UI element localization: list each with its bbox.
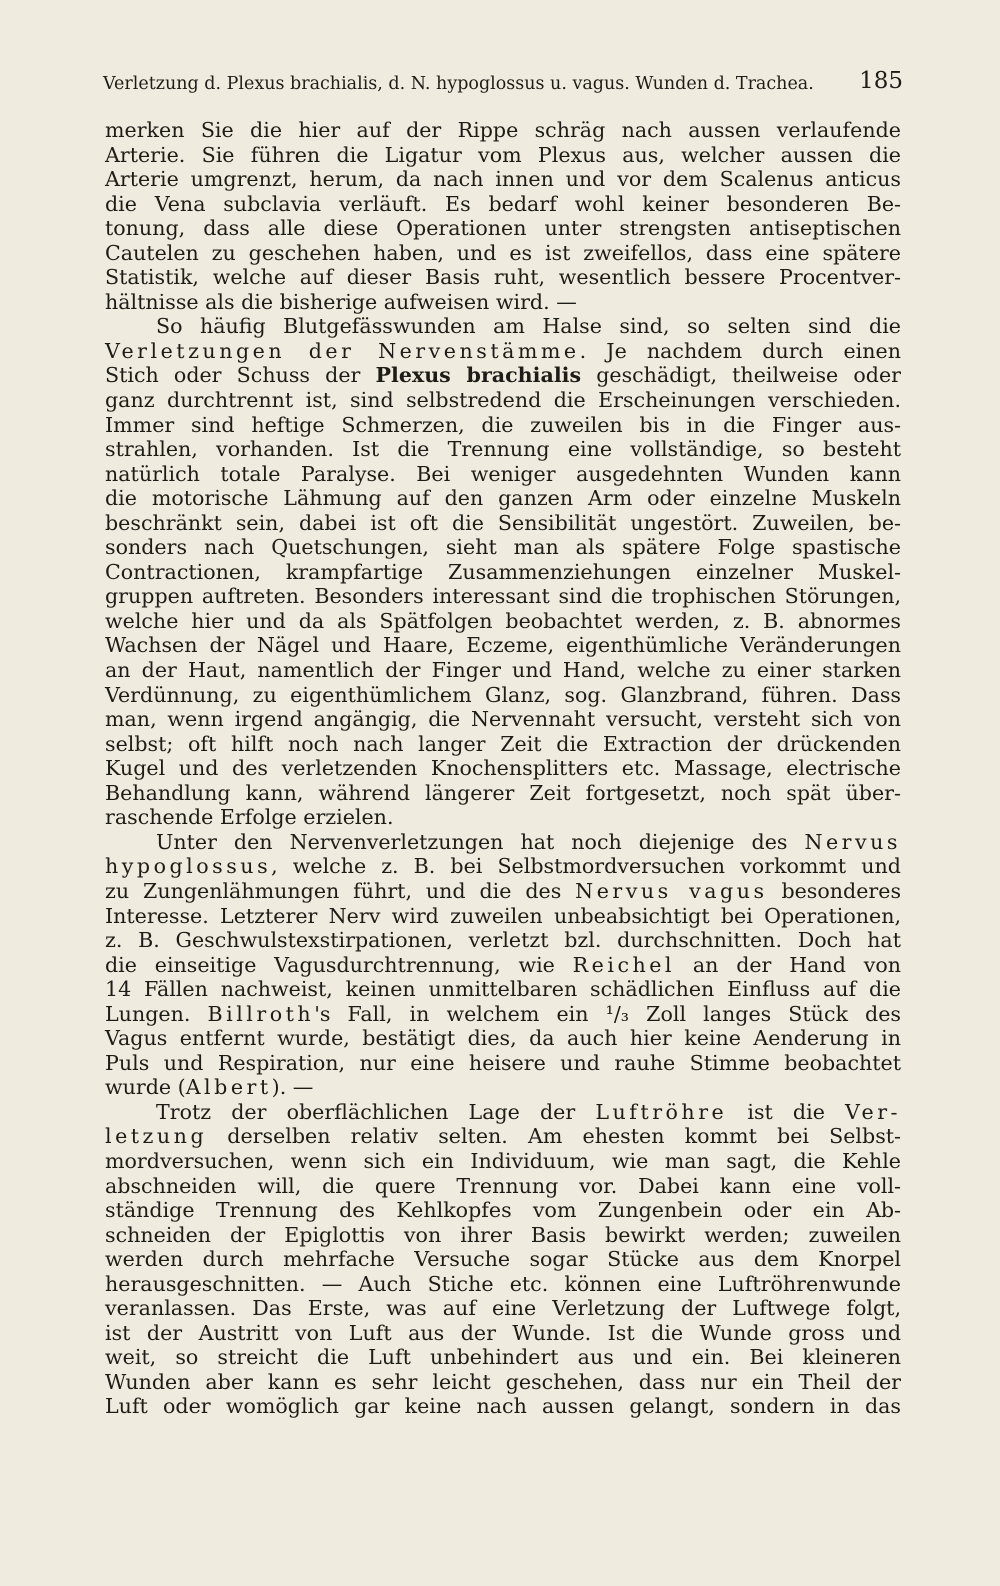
text-segment: , welche z. B. bei Selbstmordversuchen vorkommt und <box>271 854 901 879</box>
text-segment: Behandlung kann, während längerer Zeit fortgesetzt, noch spät über- <box>105 780 901 805</box>
text-segment: ist der Austritt von Luft aus der Wunde. Ist die Wunde gross und <box>105 1320 901 1345</box>
text-segment: Trotz der oberflächlichen Lage der <box>156 1099 596 1124</box>
text-segment: die Vena subclavia verläuft. Es bedarf wohl keiner besonderen Be- <box>105 191 901 216</box>
spaced-term: letzung <box>105 1124 208 1149</box>
text-segment: strahlen, vorhanden. Ist die Trennung eine vollständige, so besteht <box>105 437 901 462</box>
text-line <box>105 879 901 904</box>
text-segment: herausgeschnitten. — Auch Stiche etc. können eine Luftröhrenwunde <box>105 1271 901 1296</box>
text-segment: veranlassen. Das Erste, was auf eine Verletzung der Luftwege folgt, <box>105 1296 901 1321</box>
text-line <box>105 1026 901 1051</box>
text-segment: derselben relativ selten. Am ehesten kommt bei Selbst- <box>207 1124 901 1149</box>
text-segment: man, wenn irgend angängig, die Nervennaht versucht, versteht sich von <box>105 707 901 732</box>
text-line <box>105 339 901 364</box>
text-line <box>105 1394 901 1419</box>
text-line <box>105 462 901 487</box>
text-segment: natürlich totale Paralyse. Bei weniger ausgedehnten Wunden kann <box>105 461 901 486</box>
text-segment: Kugel und des verletzenden Knochensplitters etc. Massage, electrische <box>105 756 901 781</box>
text-segment: . Je nachdem durch einen <box>579 338 901 363</box>
text-line <box>105 1075 901 1100</box>
text-line <box>105 413 901 438</box>
text-line <box>105 658 901 683</box>
text-segment: Puls und Respiration, nur eine heisere und rauhe Stimme beobachtet <box>105 1050 901 1075</box>
text-line <box>105 1002 901 1027</box>
text-line <box>105 143 901 168</box>
text-segment: Vagus entfernt wurde, bestätigt dies, da auch hier keine Aenderung in <box>105 1026 901 1051</box>
text-line <box>105 633 901 658</box>
text-segment: merken Sie die hier auf der Rippe schräg nach aussen verlaufende <box>105 118 901 142</box>
bold-term: Plexus brachialis <box>375 363 582 388</box>
text-segment: tonung, dass alle diese Operationen unter strengsten antiseptischen <box>105 216 901 241</box>
page-number: 185 <box>859 68 903 94</box>
text-segment: Wunden aber kann es sehr leicht geschehen, dass nur ein Theil der <box>105 1369 901 1394</box>
text-segment: werden durch mehrfache Versuche sogar Stücke aus dem Knorpel <box>105 1247 901 1272</box>
text-line <box>105 1296 901 1321</box>
text-segment: schneiden der Epiglottis von ihrer Basis bewirkt werden; zuweilen <box>105 1222 901 1247</box>
text-line <box>105 290 901 315</box>
text-line <box>105 953 901 978</box>
text-line <box>105 167 901 192</box>
text-line <box>105 437 901 462</box>
text-segment: abschneiden will, die quere Trennung vor. Dabei kann eine voll- <box>105 1173 901 1198</box>
text-segment: Lungen. <box>105 1001 208 1026</box>
text-segment: welche hier und da als Spätfolgen beobachtet werden, z. B. abnormes <box>105 608 901 633</box>
text-line <box>105 118 901 143</box>
text-segment: Contractionen, krampfartige Zusammenziehungen einzelner Muskel- <box>105 559 901 584</box>
body-text <box>105 118 901 1419</box>
text-segment: ). — <box>271 1075 314 1100</box>
text-segment: ständige Trennung des Kehlkopfes vom Zungenbein oder ein Ab- <box>105 1198 901 1223</box>
spaced-term: Nervus <box>804 829 901 854</box>
spaced-term: Billroth <box>207 1001 315 1026</box>
text-segment: an der Hand von <box>675 952 901 977</box>
text-segment: Immer sind heftige Schmerzen, die zuweilen bis in die Finger aus- <box>105 412 901 437</box>
text-segment: beschränkt sein, dabei ist oft die Sensibilität ungestört. Zuweilen, be- <box>105 510 901 535</box>
text-line <box>105 1247 901 1272</box>
text-line <box>105 928 901 953</box>
text-segment: weit, so streicht die Luft unbehindert aus und ein. Bei kleineren <box>105 1345 901 1370</box>
text-line <box>105 511 901 536</box>
text-segment: Interesse. Letzterer Nerv wird zuweilen unbeabsichtigt bei Operationen, <box>105 903 901 928</box>
text-line <box>105 486 901 511</box>
text-line <box>105 363 901 388</box>
text-segment: z. B. Geschwulstexstirpationen, verletzt bzl. durchschnitten. Doch hat <box>105 928 901 953</box>
spaced-term: Nervus vagus <box>575 878 768 903</box>
text-segment: die einseitige Vagusdurchtrennung, wie <box>105 952 573 977</box>
text-line <box>105 1174 901 1199</box>
text-line <box>105 1345 901 1370</box>
text-segment: sonders nach Quetschungen, sieht man als spätere Folge spastische <box>105 535 901 560</box>
text-line <box>105 192 901 217</box>
text-line <box>105 216 901 241</box>
text-segment: 14 Fällen nachweist, keinen unmittelbaren schädlichen Einfluss auf die <box>105 977 901 1002</box>
text-segment: Luft oder womöglich gar keine nach aussen gelangt, sondern in das <box>105 1394 901 1419</box>
text-line <box>105 1321 901 1346</box>
text-line <box>105 1149 901 1174</box>
text-line <box>105 388 901 413</box>
text-segment: ganz durchtrennt ist, sind selbstredend die Erscheinungen verschieden. <box>105 388 901 413</box>
text-line <box>105 1051 901 1076</box>
text-line <box>105 584 901 609</box>
text-segment: Arterie. Sie führen die Ligatur vom Plexus aus, welcher aussen die <box>105 142 901 167</box>
text-segment: raschende Erfolge erzielen. <box>105 805 394 830</box>
text-segment: gruppen auftreten. Besonders interessant sind die trophischen Störungen, <box>105 584 901 609</box>
text-segment: an der Haut, namentlich der Finger und Hand, welche zu einer starken <box>105 658 901 683</box>
page-header <box>103 68 903 100</box>
text-line <box>105 535 901 560</box>
spaced-term: Luftröhre <box>595 1099 728 1124</box>
text-line <box>105 609 901 634</box>
text-segment: Statistik, welche auf dieser Basis ruht, wesentlich bessere Procentver- <box>105 265 901 290</box>
text-line <box>105 241 901 266</box>
text-line <box>105 1223 901 1248</box>
text-segment: selbst; oft hilft noch nach langer Zeit die Extraction der drückenden <box>105 731 901 756</box>
text-line <box>105 1370 901 1395</box>
text-line <box>105 683 901 708</box>
text-segment: ist die <box>727 1099 846 1124</box>
text-line <box>105 314 901 339</box>
text-segment: die motorische Lähmung auf den ganzen Arm oder einzelne Muskeln <box>105 486 901 511</box>
text-segment: Wachsen der Nägel und Haare, Eczeme, eigenthümliche Veränderungen <box>105 633 901 658</box>
text-segment: So häufig Blutgefässwunden am Halse sind, so selten sind die <box>156 314 901 339</box>
text-segment: besonderes <box>767 878 902 903</box>
text-segment: geschädigt, theilweise oder <box>581 363 901 388</box>
spaced-term: Albert <box>185 1075 272 1100</box>
spaced-term: hypoglossus <box>105 854 272 879</box>
text-line <box>105 854 901 879</box>
text-line <box>105 781 901 806</box>
text-line <box>105 732 901 757</box>
text-segment: wurde ( <box>105 1075 186 1100</box>
text-segment: 's Fall, in welchem ein ¹/₃ Zoll langes Stück des <box>314 1001 901 1026</box>
text-segment: Arterie umgrenzt, herum, da nach innen und vor dem Scalenus anticus <box>105 167 901 192</box>
text-line <box>105 1100 901 1125</box>
text-segment: Unter den Nervenverletzungen hat noch diejenige des <box>156 829 805 854</box>
text-line <box>105 1272 901 1297</box>
text-line <box>105 1198 901 1223</box>
running-head: Verletzung d. Plexus brachialis, d. N. hypoglossus u. vagus. Wunden d. Trachea. <box>103 74 814 94</box>
text-segment: zu Zungenlähmungen führt, und die des <box>105 878 576 903</box>
text-line <box>105 1124 901 1149</box>
text-segment: Cautelen zu geschehen haben, und es ist zweifellos, dass eine spätere <box>105 240 901 265</box>
text-line <box>105 805 901 830</box>
spaced-term: Ver- <box>845 1099 902 1124</box>
spaced-term: Verletzungen der Nervenstämme <box>105 338 580 363</box>
text-segment: hältnisse als die bisherige aufweisen wird. — <box>105 289 577 314</box>
text-line <box>105 265 901 290</box>
text-segment: Verdünnung, zu eigenthümlichem Glanz, sog. Glanzbrand, führen. Dass <box>105 682 901 707</box>
text-line <box>105 977 901 1002</box>
text-line <box>105 904 901 929</box>
spaced-term: Reichel <box>572 952 676 977</box>
text-line <box>105 756 901 781</box>
text-line <box>105 830 901 855</box>
text-line <box>105 707 901 732</box>
text-segment: mordversuchen, wenn sich ein Individuum, wie man sagt, die Kehle <box>105 1148 901 1173</box>
text-line <box>105 560 901 585</box>
text-segment: Stich oder Schuss der <box>105 363 376 388</box>
